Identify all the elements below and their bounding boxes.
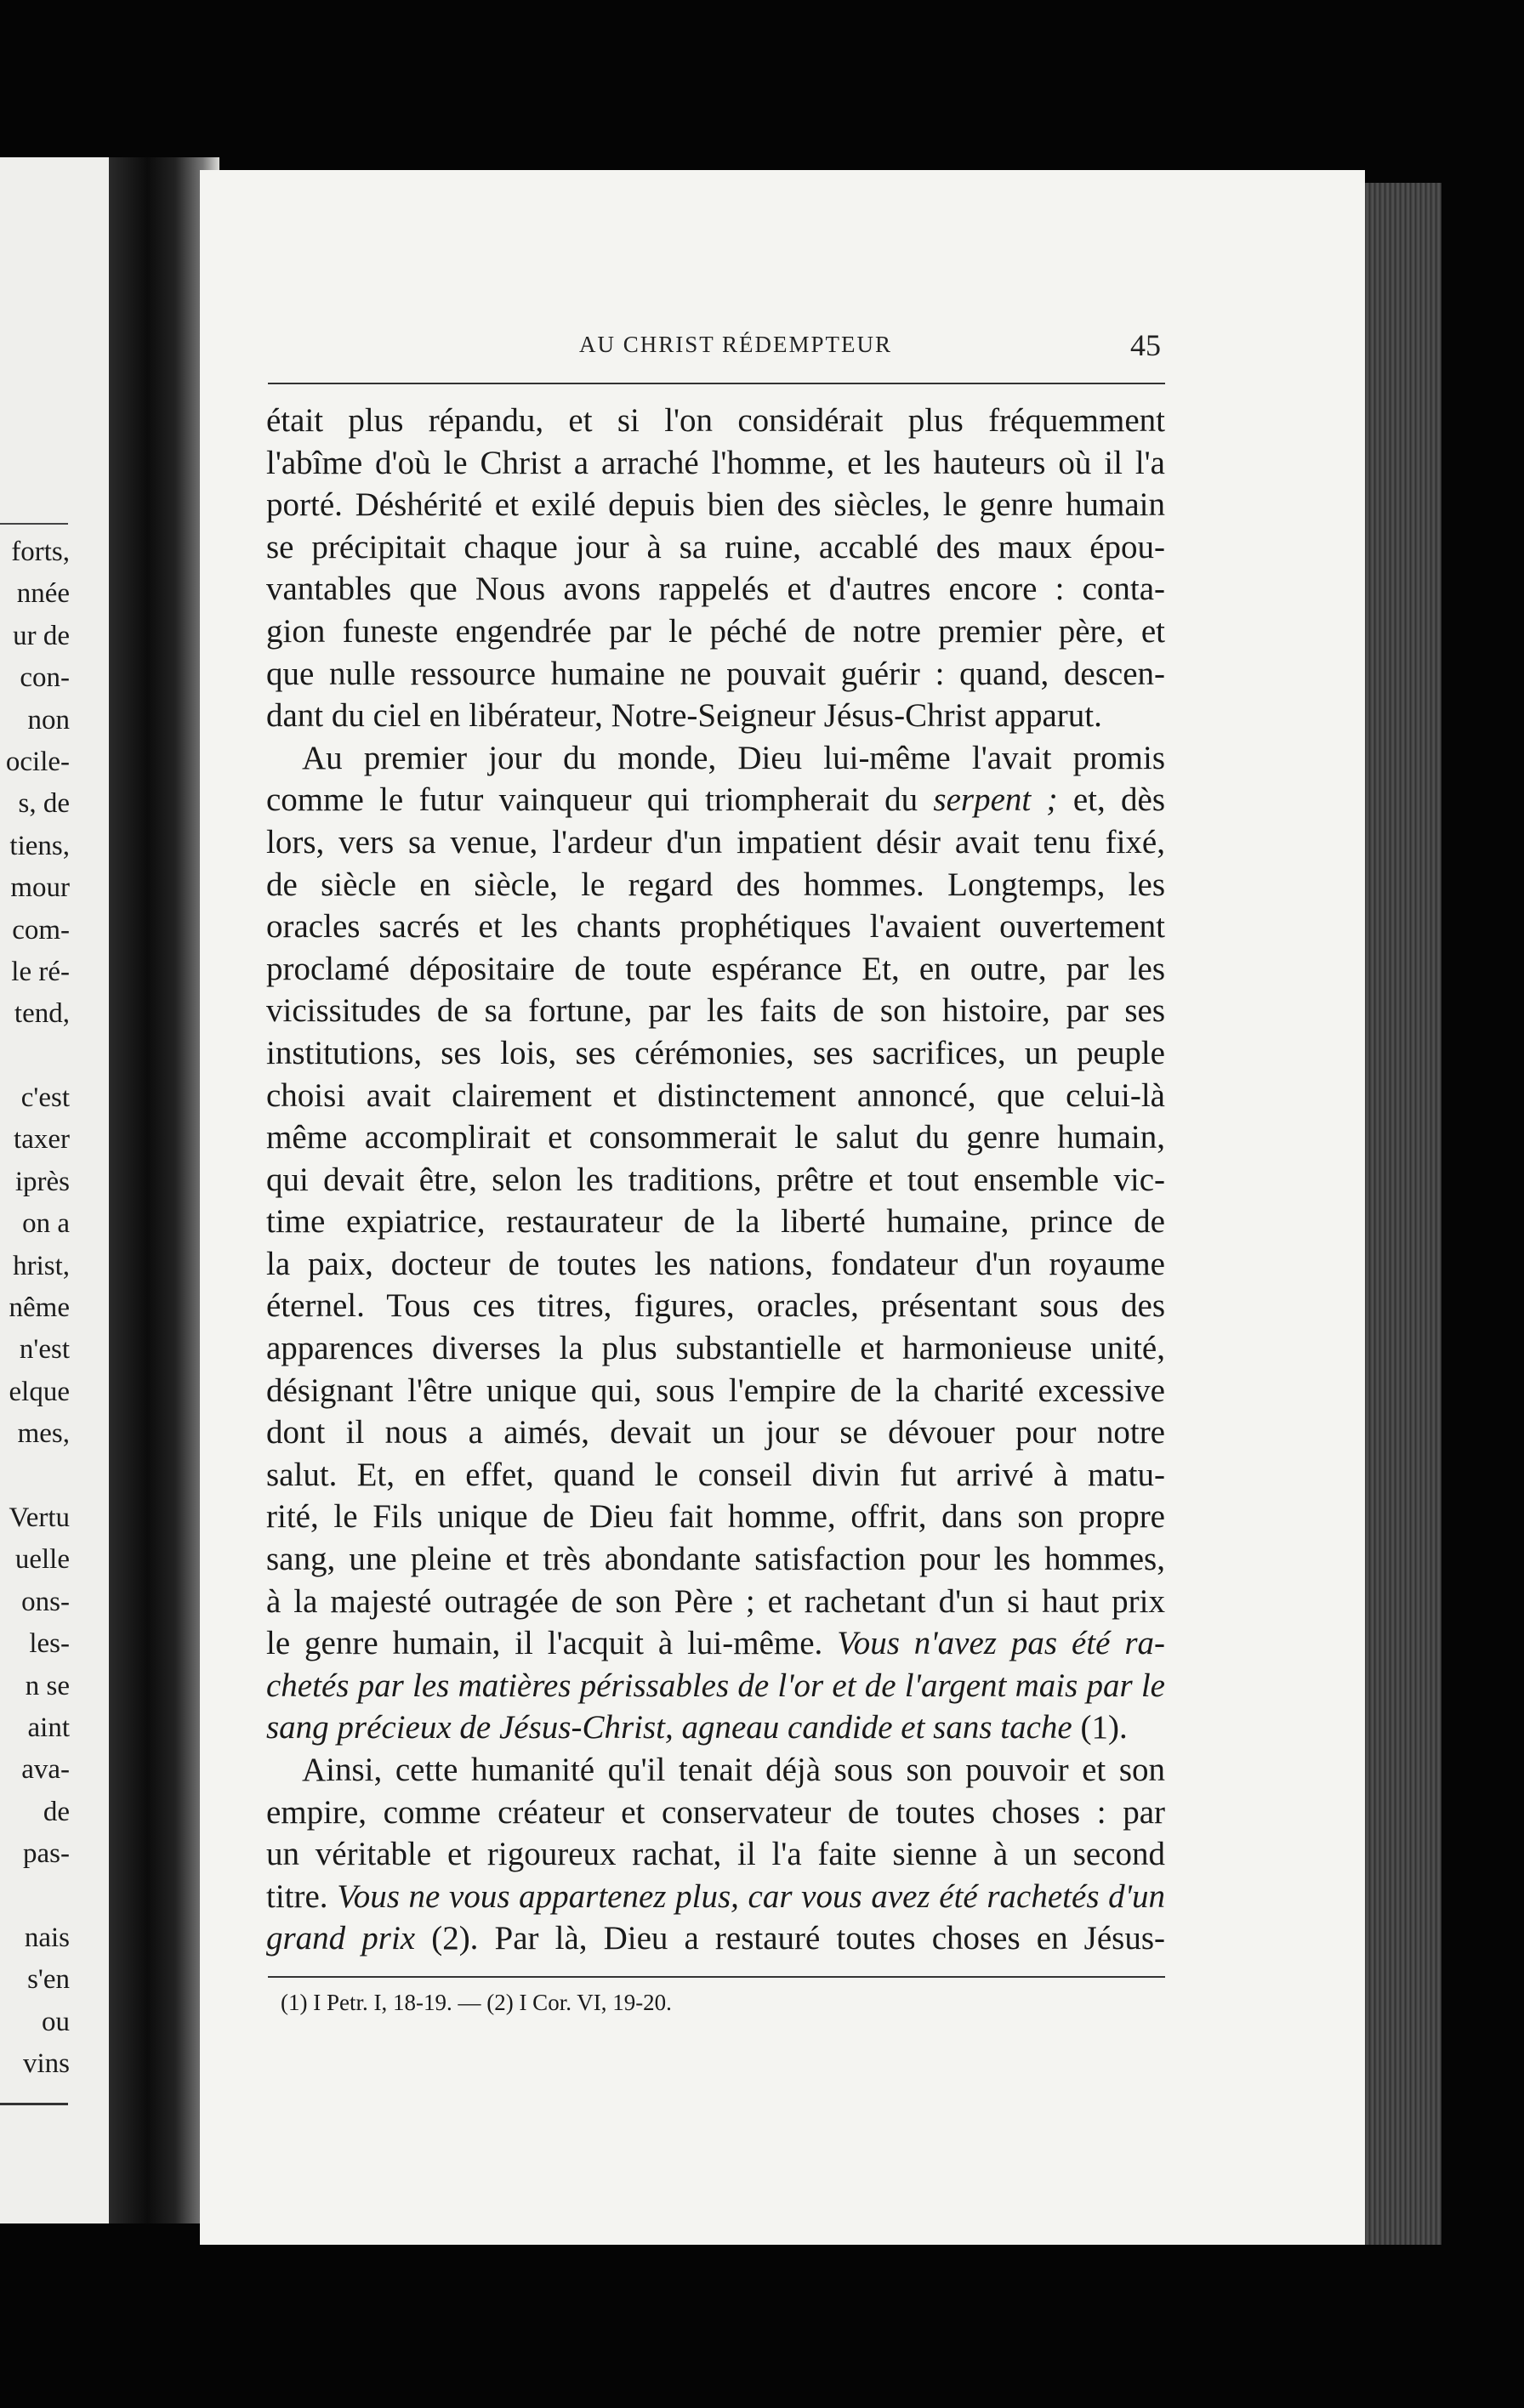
previous-page-fragment: ons- bbox=[21, 1586, 70, 1617]
text-line: vantables que Nous avons rappelés et d'autres encore : conta- bbox=[266, 571, 1165, 608]
previous-page-text-fragments bbox=[0, 531, 70, 2085]
previous-page-fragment: on a bbox=[22, 1208, 70, 1240]
text-line: qui devait être, selon les traditions, prêtre et tout ensemble vic- bbox=[266, 1161, 1165, 1198]
text-line: que nulle ressource humaine ne pouvait guérir : quand, descen- bbox=[266, 655, 1165, 692]
text-line: vicissitudes de sa fortune, par les faits de son histoire, par ses bbox=[266, 992, 1165, 1030]
footnote-rule bbox=[268, 1976, 1165, 1978]
text-line: apparences diverses la plus substantielle et harmonieuse unité, bbox=[266, 1330, 1165, 1367]
previous-page-fragment: de bbox=[43, 1796, 70, 1827]
book-page bbox=[200, 170, 1365, 2245]
previous-page-fragment: ou bbox=[42, 2006, 70, 2037]
page-edges bbox=[1365, 183, 1442, 2245]
italic-run: sang précieux de Jésus-Christ, agneau candide et sans tache bbox=[266, 1709, 1072, 1746]
text-line: sang, une pleine et très abondante satisfaction pour les hommes, bbox=[266, 1541, 1165, 1578]
previous-page-fragment: nais bbox=[24, 1922, 70, 1953]
previous-page-header-rule bbox=[0, 523, 68, 525]
text-run: titre. bbox=[266, 1877, 338, 1915]
text-line: proclamé dépositaire de toute espérance Et, en outre, par les bbox=[266, 950, 1165, 987]
previous-page-fragment: ur de bbox=[13, 620, 70, 651]
text-line: à la majesté outragée de son Père ; et rachetant d'un si haut prix bbox=[266, 1582, 1165, 1620]
previous-page-fragment: uelle bbox=[14, 1544, 70, 1576]
previous-page-footer-rule bbox=[0, 2103, 68, 2105]
body-text bbox=[266, 400, 1165, 1960]
text-line: l'abîme d'où le Christ a arraché l'homme, et les hauteurs où il l'a bbox=[266, 444, 1165, 481]
text-run: et, dès bbox=[1057, 781, 1165, 819]
page-number: 45 bbox=[1130, 328, 1161, 362]
previous-page-fragment: forts, bbox=[11, 537, 70, 567]
previous-page-fragment: tend, bbox=[14, 998, 70, 1030]
italic-run: serpent ; bbox=[933, 781, 1058, 819]
text-line bbox=[266, 1622, 1165, 1665]
previous-page-fragment: com- bbox=[12, 914, 70, 946]
previous-page-fragment: taxer bbox=[14, 1124, 70, 1156]
previous-page-fragment: n se bbox=[25, 1670, 70, 1701]
previous-page-fragment: iprès bbox=[14, 1166, 70, 1197]
text-line: éternel. Tous ces titres, figures, oracles, présentant sous des bbox=[266, 1287, 1165, 1325]
previous-page-fragment: Vertu bbox=[9, 1502, 70, 1533]
text-line: gion funeste engendrée par le péché de notre premier père, et bbox=[266, 612, 1165, 650]
previous-page-fragment: nnée bbox=[16, 578, 70, 610]
text-line bbox=[266, 1707, 1165, 1749]
text-line: un véritable et rigoureux rachat, il l'a faite sienne à un second bbox=[266, 1836, 1165, 1873]
previous-page-fragment: elque bbox=[9, 1376, 70, 1407]
text-line: porté. Déshérité et exilé depuis bien des siècles, le genre humain bbox=[266, 486, 1165, 524]
text-line: Au premier jour du monde, Dieu lui-même l'avait promis bbox=[302, 739, 1165, 776]
text-line: choisi avait clairement et distinctement annoncé, que celui-là bbox=[266, 1076, 1165, 1114]
italic-run: grand prix bbox=[266, 1920, 416, 1957]
previous-page bbox=[0, 157, 119, 2223]
text-run: (1). bbox=[1072, 1709, 1128, 1746]
italic-run: chetés par les matières périssables de l'or et de l'argent mais par le bbox=[266, 1667, 1165, 1704]
footnote: (1) I Petr. I, 18-19. — (2) I Cor. VI, 19-20. bbox=[281, 1990, 672, 2015]
text-line: oracles sacrés et les chants prophétiques l'avaient ouvertement bbox=[266, 908, 1165, 946]
text-line: institutions, ses lois, ses cérémonies, ses sacrifices, un peuple bbox=[266, 1034, 1165, 1071]
text-line: était plus répandu, et si l'on considérait plus fréquemment bbox=[266, 402, 1165, 439]
running-head: AU CHRIST RÉDEMPTEUR bbox=[578, 332, 893, 357]
previous-page-fragment: hrist, bbox=[13, 1250, 70, 1281]
text-line: se précipitait chaque jour à sa ruine, accablé des maux épou- bbox=[266, 528, 1165, 565]
text-line: dant du ciel en libérateur, Notre-Seigneur Jésus-Christ apparut. bbox=[266, 697, 1102, 735]
header-rule bbox=[268, 383, 1165, 384]
text-run: (2). Par là, Dieu a restauré toutes choses en Jésus- bbox=[415, 1920, 1166, 1957]
text-run: comme le futur vainqueur qui triompherait du bbox=[266, 781, 934, 819]
text-line bbox=[266, 1917, 1165, 1960]
text-line: lors, vers sa venue, l'ardeur d'un impatient désir avait tenu fixé, bbox=[266, 823, 1165, 860]
text-line: Ainsi, cette humanité qu'il tenait déjà sous son pouvoir et son bbox=[302, 1752, 1165, 1788]
text-line: salut. Et, en effet, quand le conseil divin fut arrivé à matu- bbox=[266, 1456, 1165, 1493]
previous-page-fragment: n'est bbox=[19, 1334, 70, 1366]
text-line: désignant l'être unique qui, sous l'empire de la charité excessive bbox=[266, 1372, 1165, 1409]
previous-page-fragment: tiens, bbox=[9, 830, 70, 861]
text-line: dont il nous a aimés, devait un jour se dévouer pour notre bbox=[266, 1414, 1165, 1451]
previous-page-fragment: les- bbox=[29, 1628, 70, 1660]
text-line: la paix, docteur de toutes les nations, fondateur d'un royaume bbox=[266, 1245, 1165, 1282]
previous-page-fragment bbox=[0, 1036, 70, 1077]
text-line: time expiatrice, restaurateur de la liberté humaine, prince de bbox=[266, 1203, 1165, 1241]
text-line bbox=[266, 1665, 1165, 1707]
previous-page-fragment: ocile- bbox=[5, 746, 70, 777]
previous-page-fragment: mes, bbox=[17, 1418, 70, 1450]
previous-page-fragment: non bbox=[27, 704, 70, 735]
previous-page-fragment: s'en bbox=[27, 1964, 70, 1996]
text-line: même accomplirait et consommerait le salut du genre humain, bbox=[266, 1119, 1165, 1156]
previous-page-fragment: s, de bbox=[18, 788, 70, 820]
previous-page-fragment: c'est bbox=[20, 1082, 70, 1114]
italic-run: Vous ne vous appartenez plus, car vous avez été rachetés d'un bbox=[337, 1877, 1165, 1915]
text-run: le genre humain, il l'acquit à lui-même. bbox=[266, 1625, 838, 1662]
text-line bbox=[266, 779, 1165, 821]
previous-page-fragment bbox=[0, 1456, 70, 1497]
previous-page-fragment: vins bbox=[22, 2048, 70, 2080]
text-line: empire, comme créateur et conservateur de toutes choses : par bbox=[266, 1793, 1165, 1831]
previous-page-fragment: nême bbox=[9, 1292, 70, 1324]
previous-page-fragment: pas- bbox=[23, 1838, 70, 1870]
previous-page-fragment: mour bbox=[10, 872, 70, 904]
text-line bbox=[266, 1876, 1165, 1918]
previous-page-fragment: aint bbox=[27, 1712, 70, 1743]
previous-page-fragment: le ré- bbox=[11, 956, 70, 987]
text-line: rité, le Fils unique de Dieu fait homme, offrit, dans son propre bbox=[266, 1498, 1165, 1536]
text-line: de siècle en siècle, le regard des hommes. Longtemps, les bbox=[266, 866, 1165, 903]
italic-run: Vous n'avez pas été ra- bbox=[837, 1625, 1165, 1662]
previous-page-fragment: con- bbox=[20, 662, 70, 694]
previous-page-fragment bbox=[0, 1876, 70, 1917]
previous-page-fragment: ava- bbox=[21, 1754, 70, 1786]
